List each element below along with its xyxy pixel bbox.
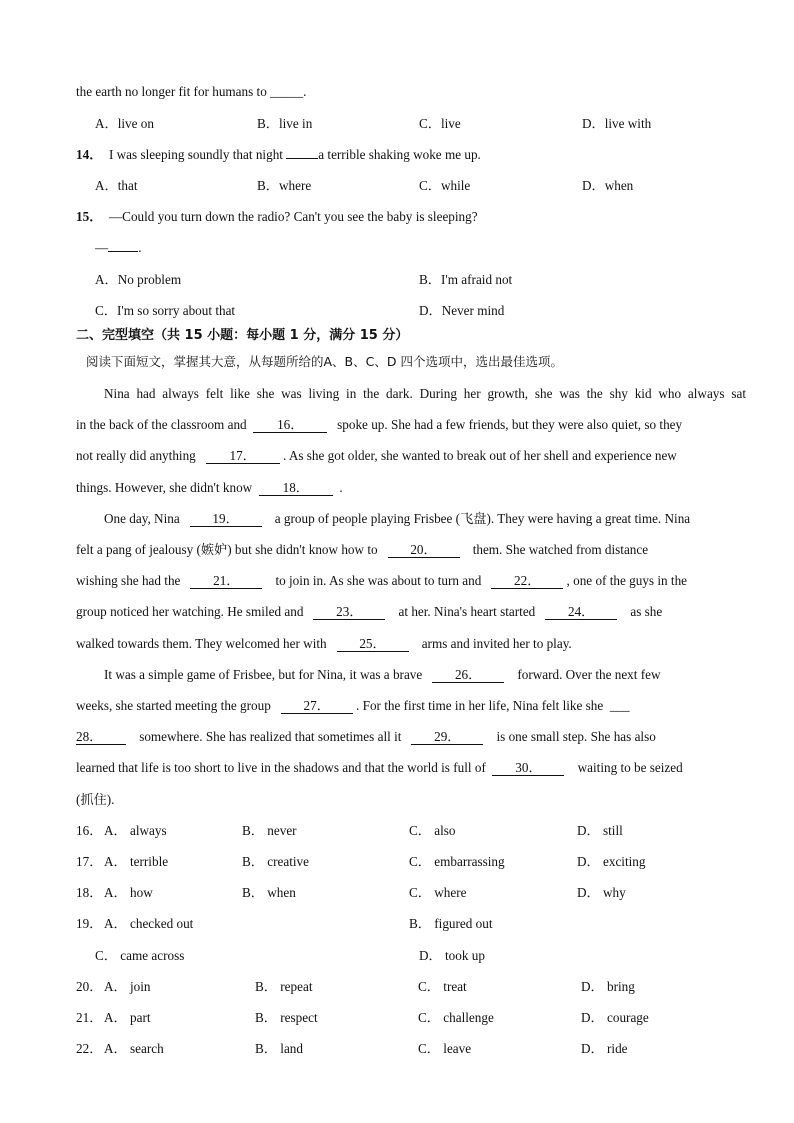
q14-option-a[interactable]: A．that [95, 178, 138, 193]
q13-option-a[interactable]: A．live on [95, 116, 154, 131]
choice-20-b[interactable]: B． repeat [255, 979, 313, 994]
blank-25: 25． [337, 637, 409, 652]
q14-option-b[interactable]: B．where [257, 178, 312, 193]
choice-16-number: 16． [76, 823, 103, 838]
passage-p1-line2: in the back of the classroom and 16． spoke up. She had a few friends, but they were also quiet, so they [76, 417, 683, 432]
passage-p2-line5: walked towards them. They welcomed her with 25． arms and invited her to play. [76, 636, 572, 651]
q14-option-c[interactable]: C．while [419, 178, 471, 193]
choice-20-c[interactable]: C． treat [418, 979, 467, 994]
q13-option-d[interactable]: D．live with [582, 116, 652, 131]
passage-p3-line1: It was a simple game of Frisbee, but for Nina, it was a brave 26． forward. Over the next few [104, 667, 661, 682]
choice-19-number: 19． [76, 916, 103, 931]
choice-18-b[interactable]: B． when [242, 885, 296, 900]
q13-stem: the earth no longer fit for humans to _____. [76, 84, 307, 99]
blank-19: 19． [190, 512, 262, 527]
q14-blank [286, 158, 318, 159]
choice-21-d[interactable]: D． courage [581, 1010, 649, 1025]
passage-p3-line4: learned that life is too short to live in the shadows and that the world is full of 30． waiting to be seized [76, 760, 683, 775]
blank-28: 28． [76, 730, 126, 745]
blank-30: 30． [492, 761, 564, 776]
q15-option-a[interactable]: A．No problem [95, 272, 182, 287]
passage-p2-line1: One day, Nina 19． a group of people playing Frisbee (飞盘). They were having a great time. Nina [104, 511, 691, 526]
blank-27: 27． [281, 699, 353, 714]
choice-19-a[interactable]: A． checked out [104, 916, 194, 931]
blank-22: 22． [491, 574, 563, 589]
q15-blank [108, 251, 138, 252]
passage-p1-line1: Nina had always felt like she was living in the dark. During her growth, she was the shy kid who always sat [104, 386, 746, 401]
choice-17-b[interactable]: B． creative [242, 854, 310, 869]
choice-20-a[interactable]: A． join [104, 979, 151, 994]
q15-reply: — . [95, 240, 142, 255]
choice-19-b[interactable]: B． figured out [409, 916, 493, 931]
blank-18: 18． [259, 481, 333, 496]
passage-p1-line3: not really did anything 17． . As she got older, she wanted to break out of her shell and experience new [76, 448, 677, 463]
choice-21-a[interactable]: A． part [104, 1010, 151, 1025]
passage-p2-line4: group noticed her watching. He smiled and 23． at her. Nina's heart started 24． as she [76, 604, 663, 619]
choice-16-b[interactable]: B． never [242, 823, 297, 838]
passage-p1-line4: things. However, she didn't know 18． . [76, 480, 343, 495]
blank-24: 24． [545, 605, 617, 620]
choice-17-a[interactable]: A． terrible [104, 854, 169, 869]
q13-option-b[interactable]: B．live in [257, 116, 313, 131]
q13-blank: _____ [270, 84, 304, 99]
choice-21-number: 21． [76, 1010, 103, 1025]
blank-21: 21． [190, 574, 262, 589]
q13-option-c[interactable]: C．live [419, 116, 461, 131]
section2-title: 二、完型填空（共 15 小题：每小题 1 分，满分 15 分） [76, 328, 409, 343]
blank-23: 23． [313, 605, 385, 620]
choice-20-number: 20． [76, 979, 103, 994]
choice-16-d[interactable]: D． still [577, 823, 623, 838]
blank-20: 20． [388, 543, 460, 558]
choice-16-c[interactable]: C． also [409, 823, 456, 838]
passage-p3-line5: (抓住). [76, 792, 115, 807]
choice-16-a[interactable]: A． always [104, 823, 167, 838]
passage-p2-line3: wishing she had the 21． to join in. As she was about to turn and 22． , one of the guys in the [76, 573, 688, 588]
choice-20-d[interactable]: D． bring [581, 979, 635, 994]
blank-16: 16． [253, 418, 327, 433]
choice-18-c[interactable]: C． where [409, 885, 467, 900]
choice-22-a[interactable]: A． search [104, 1041, 164, 1056]
choice-18-d[interactable]: D． why [577, 885, 626, 900]
passage-p3-line2: weeks, she started meeting the group 27． . For the first time in her life, Nina felt like she ___ [76, 698, 630, 713]
q15-option-d[interactable]: D．Never mind [419, 303, 505, 318]
choice-19-c[interactable]: C． came across [95, 948, 185, 963]
choice-17-number: 17． [76, 854, 103, 869]
choice-17-c[interactable]: C． embarrassing [409, 854, 505, 869]
blank-29: 29． [411, 730, 483, 745]
choice-22-c[interactable]: C． leave [418, 1041, 472, 1056]
choice-21-b[interactable]: B． respect [255, 1010, 318, 1025]
choice-17-d[interactable]: D． exciting [577, 854, 646, 869]
choice-18-a[interactable]: A． how [104, 885, 153, 900]
q15-option-b[interactable]: B．I'm afraid not [419, 272, 513, 287]
q14-option-d[interactable]: D．when [582, 178, 634, 193]
blank-17: 17． [206, 449, 280, 464]
passage-p2-line2: felt a pang of jealousy (嫉妒) but she didn't know how to 20． them. She watched from distance [76, 542, 649, 557]
q14-stem: 14． I was sleeping soundly that night a terrible shaking woke me up. [76, 147, 481, 162]
blank-26: 26． [432, 668, 504, 683]
passage-p3-line3: 28． somewhere. She has realized that sometimes all it 29． is one small step. She has also [76, 729, 656, 744]
section2-instruction: 阅读下面短文，掌握其大意，从每题所给的A、B、C、D 四个选项中，选出最佳选项。 [86, 354, 563, 369]
q15-option-c[interactable]: C．I'm so sorry about that [95, 303, 236, 318]
choice-19-d[interactable]: D． took up [419, 948, 485, 963]
choice-18-number: 18． [76, 885, 103, 900]
q15-stem: 15． —Could you turn down the radio? Can't you see the baby is sleeping? [76, 209, 478, 224]
choice-22-d[interactable]: D． ride [581, 1041, 628, 1056]
choice-22-number: 22． [76, 1041, 103, 1056]
choice-21-c[interactable]: C． challenge [418, 1010, 494, 1025]
choice-22-b[interactable]: B． land [255, 1041, 303, 1056]
